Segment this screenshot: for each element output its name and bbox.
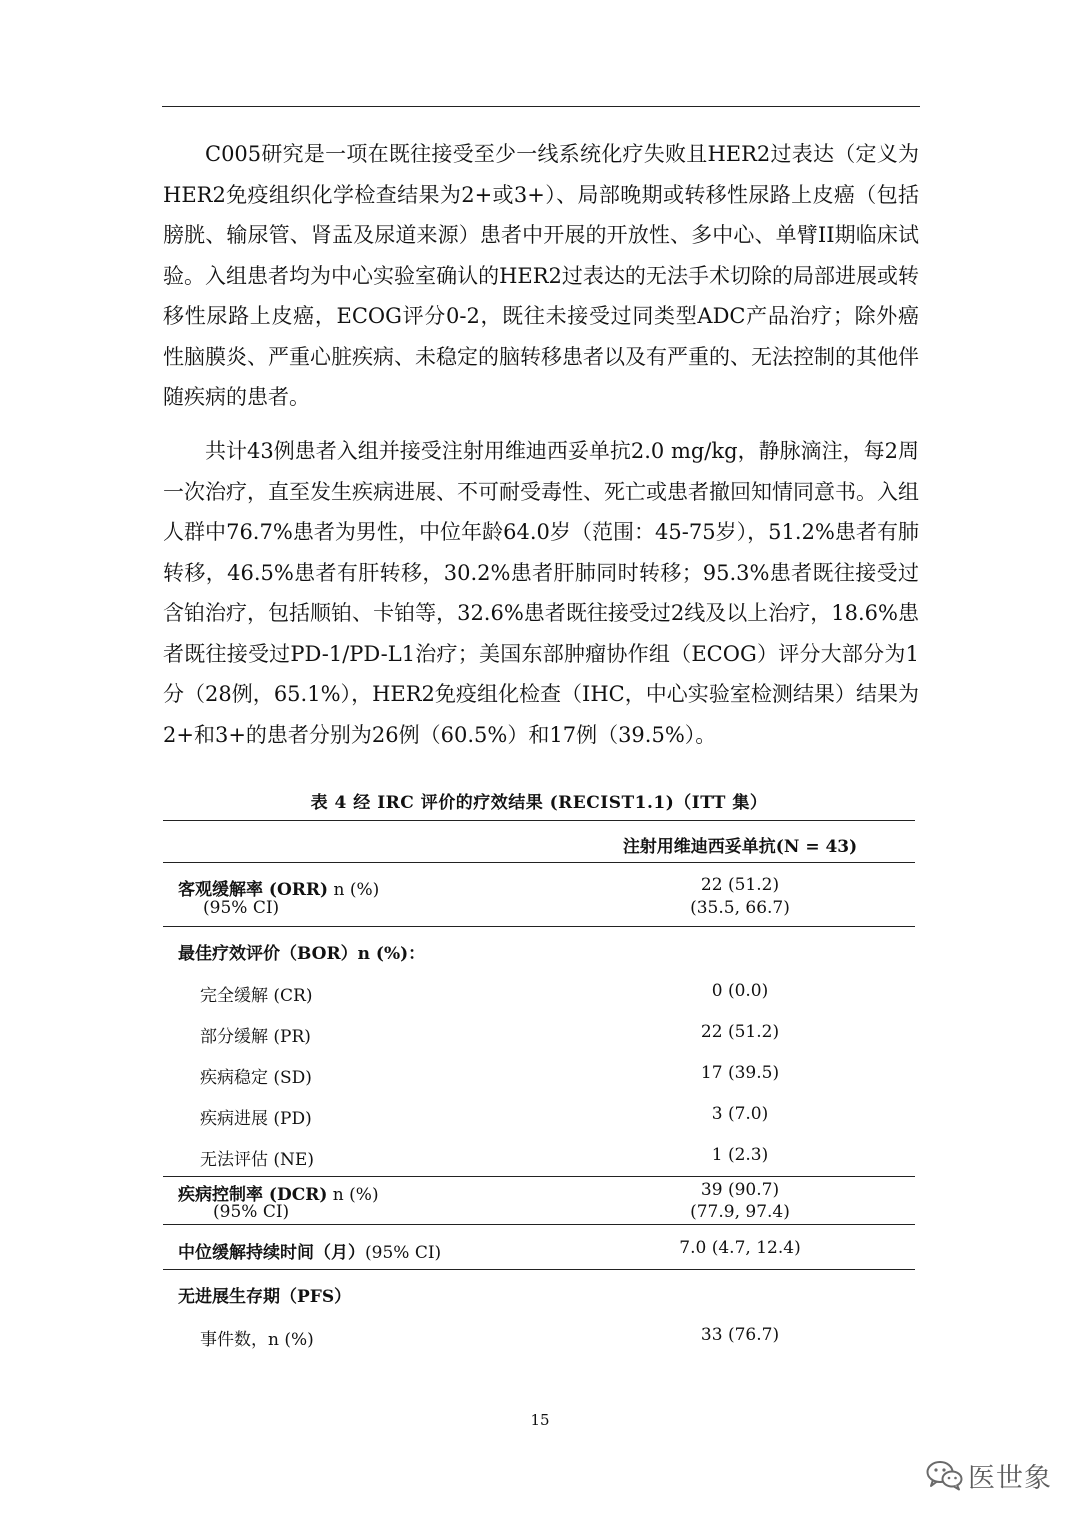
- dor-label-main: 中位缓解持续时间（月）: [178, 1243, 365, 1263]
- dor-label: [178, 1238, 441, 1263]
- orr-label-suffix: n (%): [328, 880, 380, 900]
- bor-row-label: 疾病进展 (PD): [200, 1109, 312, 1129]
- orr-ci-value: (35.5, 66.7): [690, 898, 790, 918]
- bor-row-value: 0 (0.0): [711, 981, 769, 1001]
- orr-label: [178, 875, 379, 900]
- pfs-label: 无进展生存期（PFS）: [178, 1287, 352, 1307]
- orr-label-main: 客观缓解率 (ORR): [178, 880, 329, 900]
- bor-label: 最佳疗效评价（BOR）n (%)：: [178, 944, 426, 964]
- table-rule-orr: [163, 926, 915, 927]
- orr-ci-label: (95% CI): [203, 898, 280, 918]
- watermark-text: 医世象: [968, 1462, 1052, 1494]
- bor-row-value: 17 (39.5): [700, 1063, 780, 1083]
- bor-row-label: 无法评估 (NE): [200, 1150, 314, 1170]
- orr-value: 22 (51.2): [700, 875, 780, 895]
- dcr-label-suffix: n (%): [327, 1185, 379, 1205]
- pfs-events-label: 事件数，n (%): [200, 1330, 314, 1350]
- body-paragraph-study-design: C005研究是一项在既往接受至少一线系统化疗失败且HER2过表达（定义为HER2免疫组织化学检查结果为2+或3+）、局部晚期或转移性尿路上皮癌（包括膀胱、输尿管、肾盂及尿道来源）患者中开展的开放性、多中心、单臂II期临床试验。入组患者均为中心实验室确认的HER2过表达的无法手术切除的局部进展或转移性尿路上皮癌，ECOG评分0-2，既往未接受过同类型ADC产品治疗；除外癌性脑膜炎、严重心脏疾病、未稳定的脑转移患者以及有严重的、无法控制的其他伴随疾病的患者。: [163, 142, 919, 409]
- bor-row-value: 1 (2.3): [711, 1145, 769, 1165]
- dcr-label-main: 疾病控制率 (DCR): [178, 1185, 328, 1205]
- table-rule-dcr: [163, 1224, 915, 1225]
- bor-row-label: 疾病稳定 (SD): [200, 1068, 312, 1088]
- dcr-ci-value: (77.9, 97.4): [690, 1202, 790, 1222]
- dcr-ci-label: (95% CI): [213, 1202, 290, 1222]
- bor-row-label: 完全缓解 (CR): [200, 986, 313, 1006]
- table-rule-bor: [163, 1176, 915, 1177]
- table-rule-dor: [163, 1269, 915, 1270]
- bor-row-value: 3 (7.0): [711, 1104, 769, 1124]
- body-paragraph-patients: 共计43例患者入组并接受注射用维迪西妥单抗2.0 mg/kg，静脉滴注，每2周一次治疗，直至发生疾病进展、不可耐受毒性、死亡或患者撤回知情同意书。入组人群中76.7%患者为男性，中位年龄64.0岁（范围：45-75岁），51.2%患者有肺转移，46.5%患者有肝转移，30.2%患者肝肺同时转移；95.3%患者既往接受过含铂治疗，包括顺铂、卡铂等，32.6%患者既往接受过2线及以上治疗，18.6%患者既往接受过PD-1/PD-L1治疗；美国东部肿瘤协作组（ECOG）评分大部分为1分（28例，65.1%），HER2免疫组化检查（IHC，中心实验室检测结果）结果为2+和3+的患者分别为26例（60.5%）和17例（39.5%）。: [163, 439, 919, 747]
- table-top-rule: [163, 820, 915, 821]
- table-column-header: 注射用维迪西妥单抗(N = 43): [622, 837, 858, 857]
- wechat-icon: [926, 1459, 964, 1491]
- page-number: 15: [530, 1411, 550, 1429]
- bor-row-label: 部分缓解 (PR): [200, 1027, 311, 1047]
- dor-value: 7.0 (4.7, 12.4): [679, 1238, 801, 1258]
- bor-row-value: 22 (51.2): [700, 1022, 780, 1042]
- dcr-value: 39 (90.7): [700, 1180, 780, 1200]
- table-header-rule: [163, 862, 915, 863]
- dor-label-suffix: (95% CI): [365, 1243, 442, 1263]
- table-caption: 表 4 经 IRC 评价的疗效结果 (RECIST1.1)（ITT 集）: [310, 793, 768, 813]
- watermark: [926, 1453, 1066, 1497]
- header-rule: [162, 106, 920, 107]
- pfs-events-value: 33 (76.7): [700, 1325, 780, 1345]
